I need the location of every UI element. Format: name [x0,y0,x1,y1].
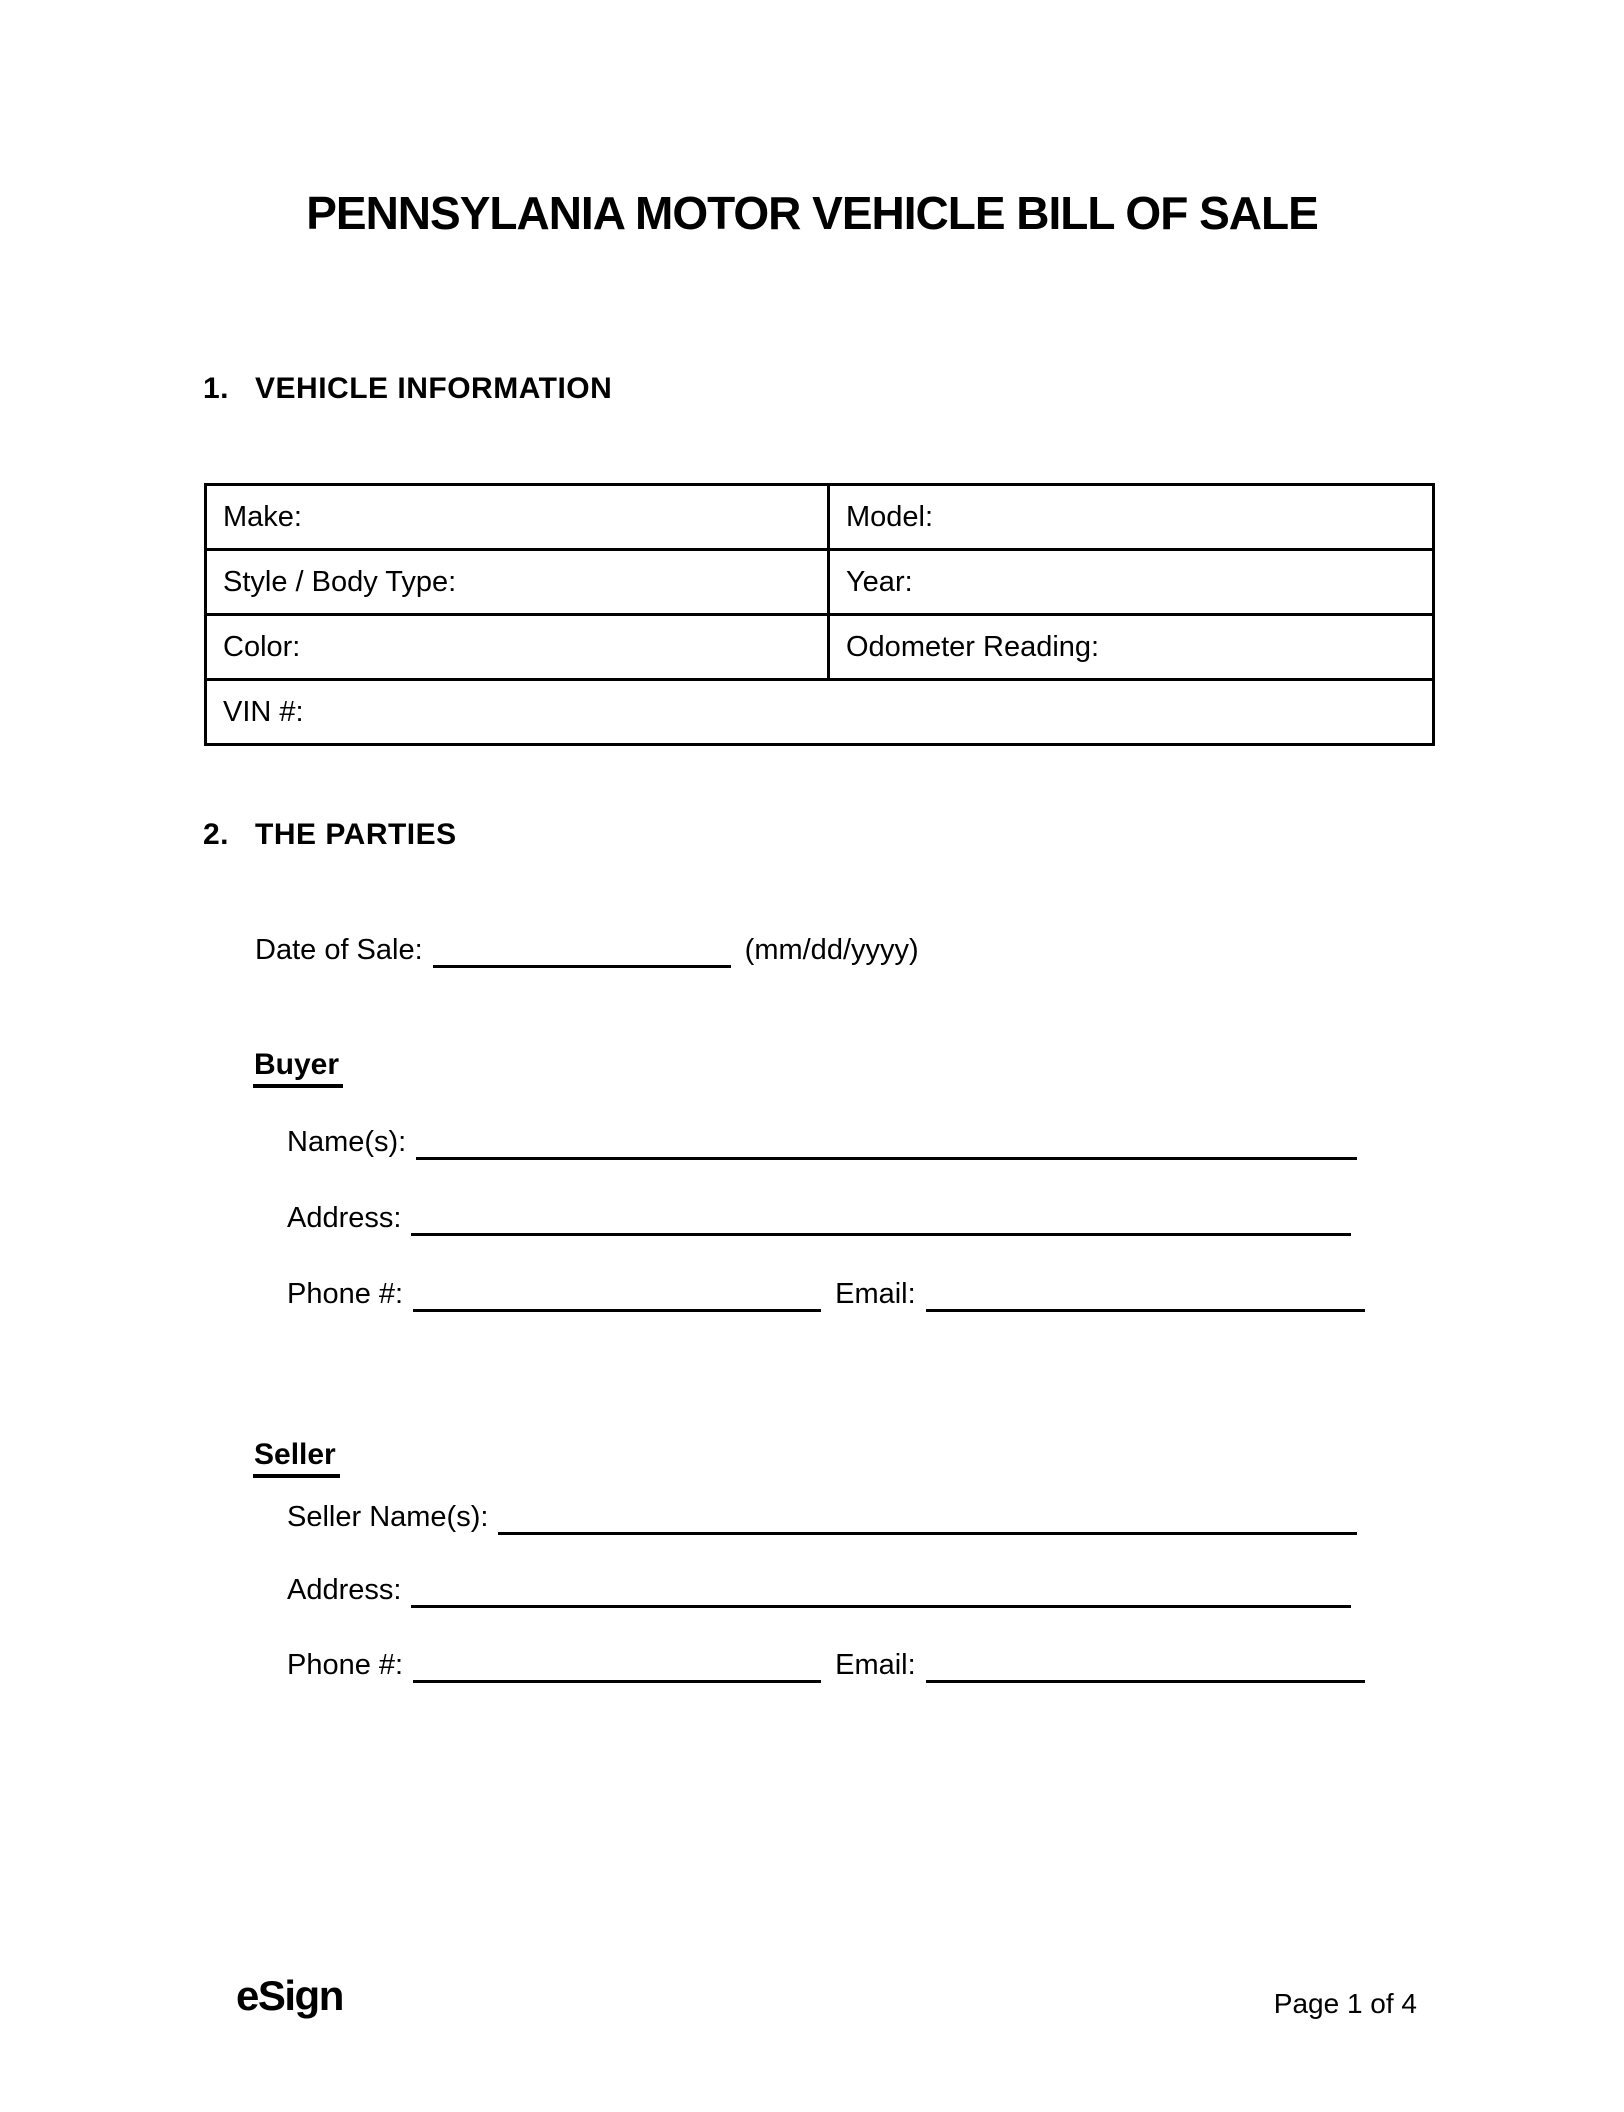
buyer-address-input-line[interactable] [411,1200,1351,1236]
buyer-phone-label: Phone #: [287,1278,404,1310]
table-row-vin [206,680,1434,745]
seller-name-input-line[interactable] [498,1499,1357,1535]
buyer-phone-input-line[interactable] [413,1276,821,1312]
year-field-cell[interactable] [829,550,1434,615]
seller-name-label: Seller Name(s): [287,1501,489,1533]
date-of-sale-row [255,932,919,968]
section-1-title: VEHICLE INFORMATION [255,372,613,405]
vin-field-cell[interactable] [206,680,1434,745]
section-2-title: THE PARTIES [255,818,457,851]
seller-email-input-line[interactable] [926,1647,1365,1683]
section-2-number: 2. [203,818,230,851]
table-row-color-odometer [206,615,1434,680]
odometer-field-cell[interactable] [829,615,1434,680]
seller-address-label: Address: [287,1574,402,1606]
date-of-sale-label: Date of Sale: [255,934,423,966]
style-body-type-label: Style / Body Type: [223,565,457,598]
date-of-sale-input-line[interactable] [433,932,731,968]
section-1-number: 1. [203,372,230,405]
make-label: Make: [223,500,302,533]
odometer-label: Odometer Reading: [846,630,1100,663]
vehicle-info-table [204,483,1435,746]
buyer-address-row [287,1200,1351,1236]
seller-address-row [287,1572,1351,1608]
seller-phone-label: Phone #: [287,1649,404,1681]
seller-name-row [287,1499,1357,1535]
seller-heading: Seller [253,1438,340,1478]
year-label: Year: [846,565,913,598]
buyer-name-input-line[interactable] [416,1124,1357,1160]
section-1-heading [203,372,612,406]
date-format-hint: (mm/dd/yyyy) [744,934,919,966]
color-label: Color: [223,630,301,663]
document-title: PENNSYLANIA MOTOR VEHICLE BILL OF SALE [306,187,1318,239]
buyer-email-label: Email: [835,1278,916,1310]
buyer-phone-email-row [287,1276,1365,1312]
buyer-address-label: Address: [287,1202,402,1234]
color-field-cell[interactable] [206,615,829,680]
buyer-name-label: Name(s): [287,1126,407,1158]
buyer-name-row [287,1124,1357,1160]
seller-email-label: Email: [835,1649,916,1681]
buyer-heading: Buyer [253,1048,343,1088]
table-row-style-year [206,550,1434,615]
vin-label: VIN #: [223,695,304,728]
buyer-email-input-line[interactable] [926,1276,1365,1312]
table-row-make-model [206,485,1434,550]
model-label: Model: [846,500,934,533]
seller-phone-email-row [287,1647,1365,1683]
seller-address-input-line[interactable] [411,1572,1351,1608]
seller-phone-input-line[interactable] [413,1647,821,1683]
make-field-cell[interactable] [206,485,829,550]
esign-logo: eSign [236,1972,343,2019]
page-indicator: Page 1 of 4 [1273,1988,1417,2019]
section-2-heading [203,818,457,852]
style-body-type-field-cell[interactable] [206,550,829,615]
model-field-cell[interactable] [829,485,1434,550]
